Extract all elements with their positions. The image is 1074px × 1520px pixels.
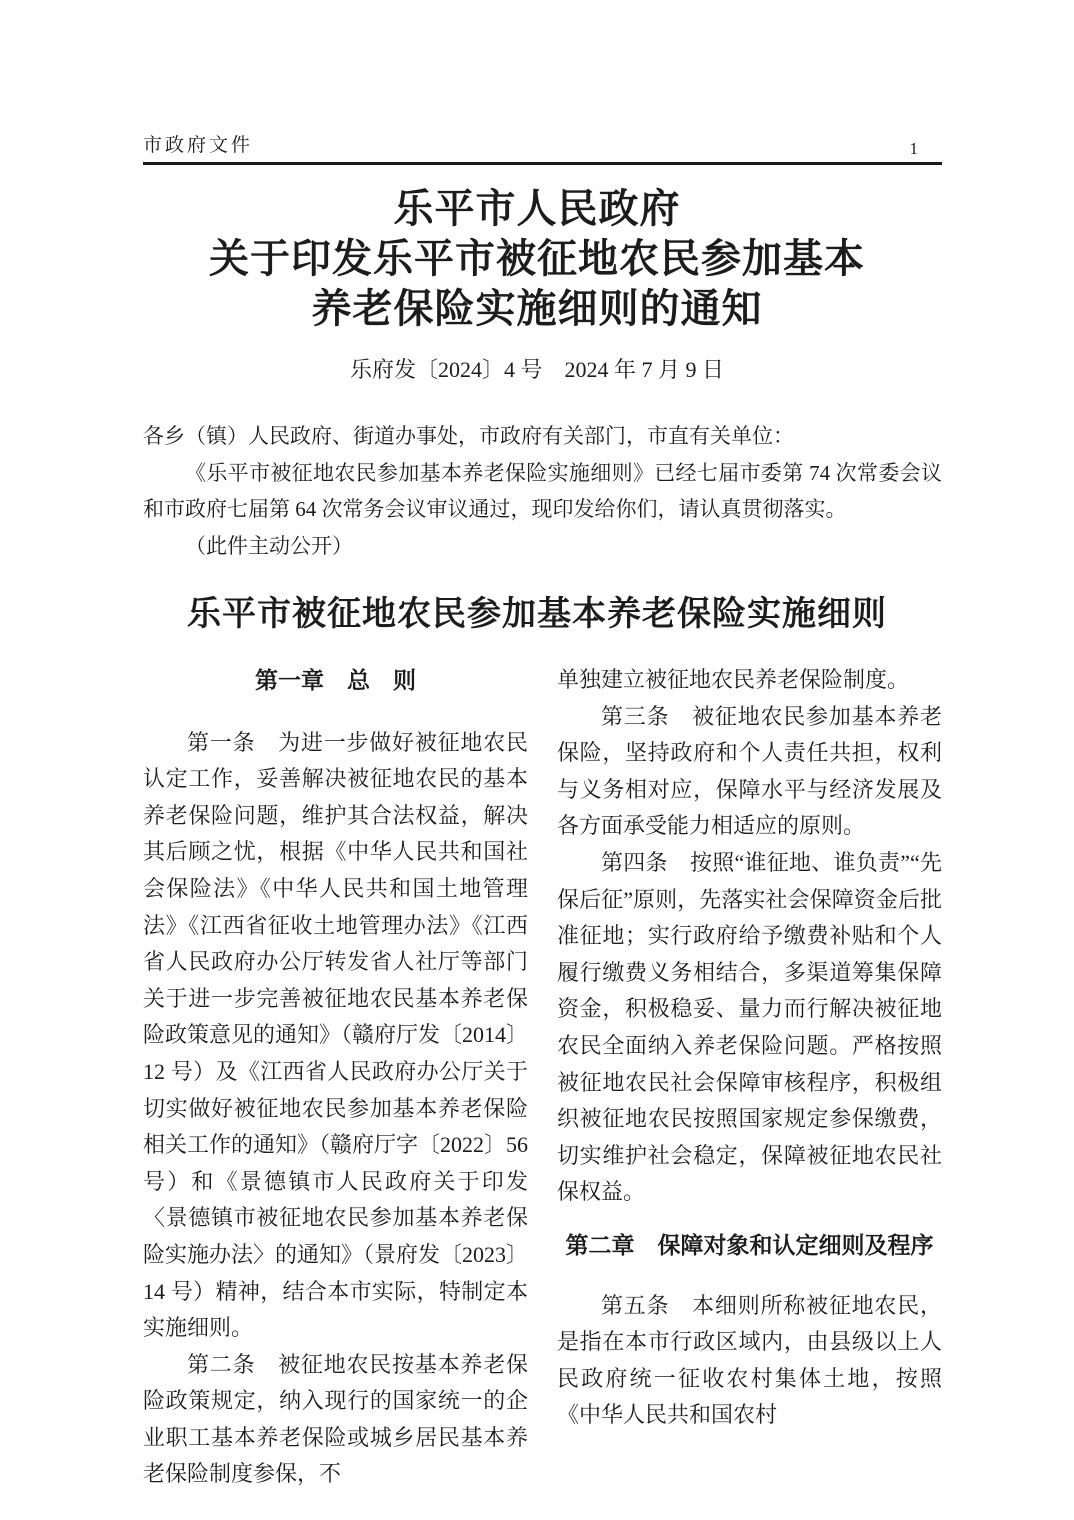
regulation-title: 乐平市被征地农民参加基本养老保险实施细则 bbox=[187, 595, 887, 633]
article-5-paragraph-partial: 第五条 本细则所称被征地农民，是指在本市行政区域内，由县级以上人民政府统一征收农村集体土地，按照《中华人民共和国农村 bbox=[557, 1292, 942, 1428]
article-3-paragraph: 第三条 被征地农民参加基本养老保险，坚持政府和个人责任共担，权利与义务相对应，保障水平与经济发展及各方面承受能力相适应的原则。 bbox=[557, 703, 942, 839]
notice-salutation: 各乡（镇）人民政府、街道办事处，市政府有关部门，市直有关单位： bbox=[143, 424, 794, 448]
page-number: 1 bbox=[909, 139, 918, 158]
document-title-line-1: 乐平市人民政府 bbox=[393, 186, 681, 231]
left-column bbox=[143, 662, 528, 1493]
notice-body: 《乐平市被征地农民参加基本养老保险实施细则》已经七届市委第 74 次常委会议和市政府七届第 64 次常务会议审议通过，现印发给你们，请认真贯彻落实。 bbox=[143, 460, 942, 522]
document-title-line-2: 关于印发乐平市被征地农民参加基本 bbox=[209, 236, 865, 281]
article-1-paragraph: 第一条 为进一步做好被征地农民认定工作，妥善解决被征地农民的基本养老保险问题，维护其合法权益，解决其后顾之忧，根据《中华人民共和国社会保险法》《中华人民共和国土地管理法》《江西省征收土地管理办法》《江西省人民政府办公厅转发省人社厅等部门关于进一步完善被征地农民基本养老保险政策意见的通知》（赣府厅发〔2014〕12 号）及《江西省人民政府办公厅关于切实做好被征地农民参加基本养老保险相关工作的通知》（赣府厅字〔2022〕56 号）和《景德镇市人民政府关于印发〈景德镇市被征地农民参加基本养老保险实施办法〉的通知》（景府发〔2023〕14 号）精神，结合本市实际，特制定本实施细则。 bbox=[143, 729, 529, 1341]
header-doc-type-label: 市政府文件 bbox=[143, 135, 254, 156]
page-header bbox=[143, 130, 942, 165]
notice-disclosure-note: （此件主动公开） bbox=[185, 533, 353, 558]
chapter-1-heading: 第一章 总 则 bbox=[255, 667, 416, 693]
two-column-body bbox=[143, 662, 942, 1493]
notice-preamble bbox=[143, 418, 942, 564]
article-2-paragraph-partial: 第二条 被征地农民按基本养老保险政策规定，纳入现行的国家统一的企业职工基本养老保险或城乡居民基本养老保险制度参保，不 bbox=[143, 1351, 528, 1487]
chapter-2-heading: 第二章 保障对象和认定细则及程序 bbox=[565, 1231, 934, 1258]
document-title bbox=[0, 184, 1074, 334]
article-2-continuation: 单独建立被征地农民养老保险制度。 bbox=[557, 667, 910, 692]
right-column bbox=[557, 662, 942, 1493]
doc-number-and-date: 乐府发〔2024〕4 号 2024 年 7 月 9 日 bbox=[349, 357, 724, 382]
article-4-paragraph: 第四条 按照“谁征地、谁负责”“先保后征”原则，先落实社会保障资金后批准征地；实行政府给予缴费补贴和个人履行缴费义务相结合，多渠道筹集保障资金，积极稳妥、量力而行解决被征地农民全面纳入养老保险问题。严格按照被征地农民社会保障审核程序，积极组织被征地农民按照国家规定参保缴费，切实维护社会稳定，保障被征地农民社保权益。 bbox=[557, 849, 942, 1205]
document-title-line-3: 养老保险实施细则的通知 bbox=[311, 286, 763, 331]
